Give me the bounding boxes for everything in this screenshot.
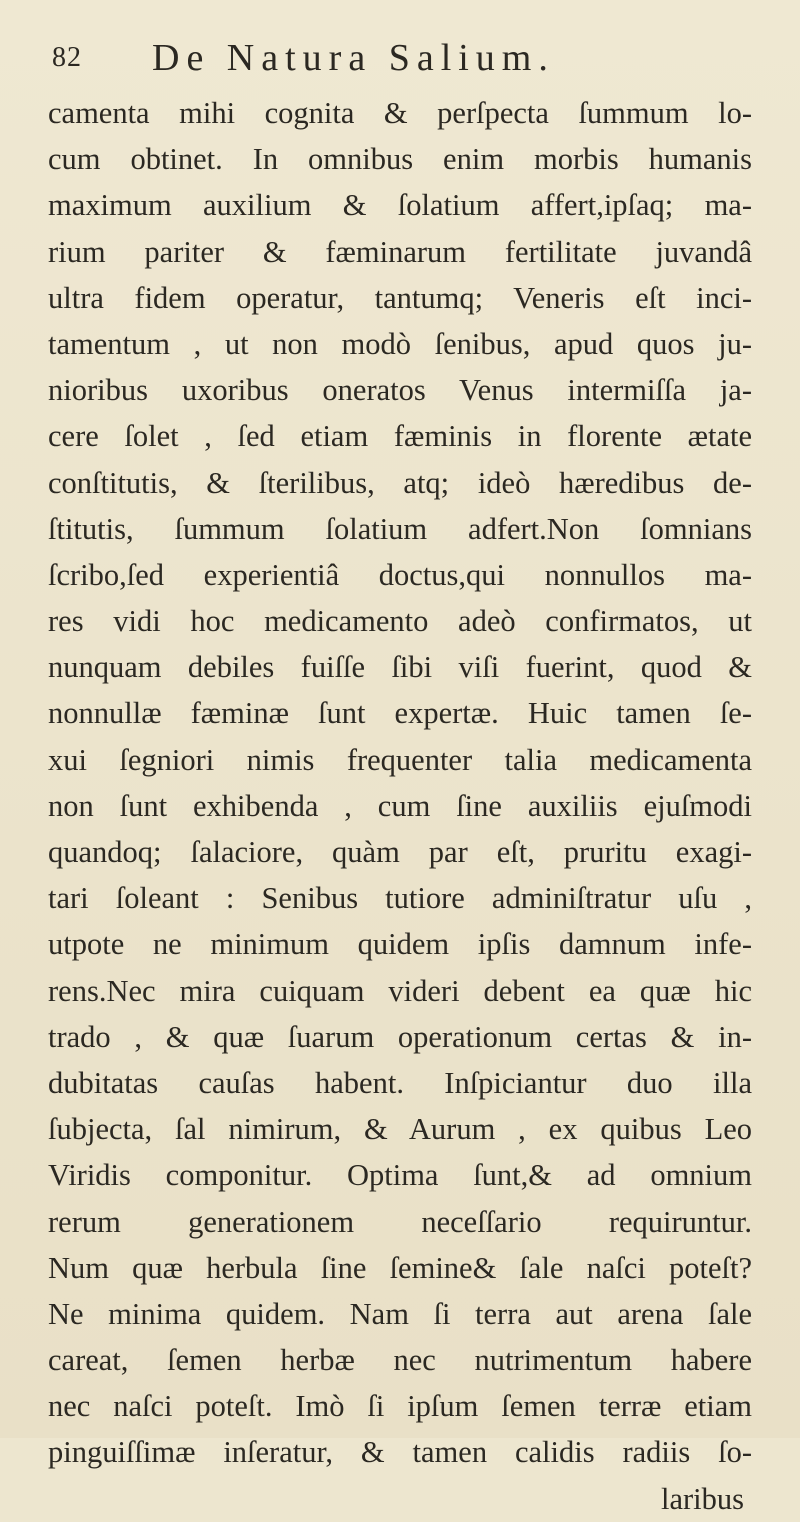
text-line: rerum generationem neceſſario requiruntur.	[48, 1204, 752, 1239]
text-line: pinguiſſimæ inſeratur, & tamen calidis radiis ſo-	[48, 1435, 752, 1470]
text-line: nioribus uxoribus oneratos Venus intermiſſa ja-	[48, 373, 752, 408]
page-number: 82	[52, 42, 82, 73]
catchword: laribus	[660, 1481, 744, 1516]
text-line: rium pariter & fæminarum fertilitate juvandâ	[48, 234, 752, 269]
text-line: dubitatas cauſas habent. Inſpiciantur duo illa	[48, 1065, 752, 1100]
text-line: camenta mihi cognita & perſpecta ſummum lo-	[48, 96, 752, 130]
text-line: utpote ne minimum quidem ipſis damnum infe-	[48, 927, 752, 962]
text-line: trado , & quæ ſuarum operationum certas & in-	[48, 1019, 752, 1054]
text-line: ſubjecta, ſal nimirum, & Aurum , ex quibus Leo	[48, 1112, 752, 1147]
page-header	[48, 34, 752, 84]
text-line: maximum auxilium & ſolatium affert,ipſaq; ma-	[48, 188, 752, 223]
text-line: xui ſegniori nimis frequenter talia medicamenta	[48, 742, 752, 777]
text-line: nunquam debiles fuiſſe ſibi viſi fuerint, quod &	[48, 650, 752, 685]
text-line: conſtitutis, & ſterilibus, atq; ideò hæredibus de-	[48, 465, 752, 500]
text-line: careat, ſemen herbæ nec nutrimentum habere	[48, 1343, 752, 1378]
text-line: ſcribo,ſed experientiâ doctus,qui nonnullos ma-	[48, 557, 752, 592]
text-line: ſtitutis, ſummum ſolatium adfert.Non ſomnians	[48, 511, 752, 546]
text-line: Num quæ herbula ſine ſemine& ſale naſci poteſt?	[48, 1250, 752, 1285]
text-line: res vidi hoc medicamento adeò confirmatos, ut	[48, 604, 752, 639]
text-line: non ſunt exhibenda , cum ſine auxiliis ejuſmodi	[48, 788, 752, 823]
running-title: De Natura Salium.	[152, 37, 555, 79]
text-line: Viridis componitur. Optima ſunt,& ad omnium	[48, 1158, 752, 1193]
text-line: cere ſolet , ſed etiam fæminis in florente ætate	[48, 419, 752, 454]
text-line: tari ſoleant : Senibus tutiore adminiſtratur uſu ,	[48, 881, 752, 916]
text-line: cum obtinet. In omnibus enim morbis humanis	[48, 142, 752, 177]
body-text	[48, 90, 752, 1522]
text-line: nec naſci poteſt. Imò ſi ipſum ſemen terræ etiam	[48, 1389, 752, 1424]
text-line: quandoq; ſalaciore, quàm par eſt, pruritu exagi-	[48, 835, 752, 869]
text-line: nonnullæ fæminæ ſunt expertæ. Huic tamen ſe-	[48, 696, 752, 731]
text-line: Ne minima quidem. Nam ſi terra aut arena ſale	[48, 1296, 752, 1331]
text-line: tamentum , ut non modò ſenibus, apud quos ju-	[48, 326, 752, 361]
text-line: ultra fidem operatur, tantumq; Veneris eſt inci-	[48, 280, 752, 315]
text-line: rens.Nec mira cuiquam videri debent ea quæ hic	[48, 973, 752, 1008]
